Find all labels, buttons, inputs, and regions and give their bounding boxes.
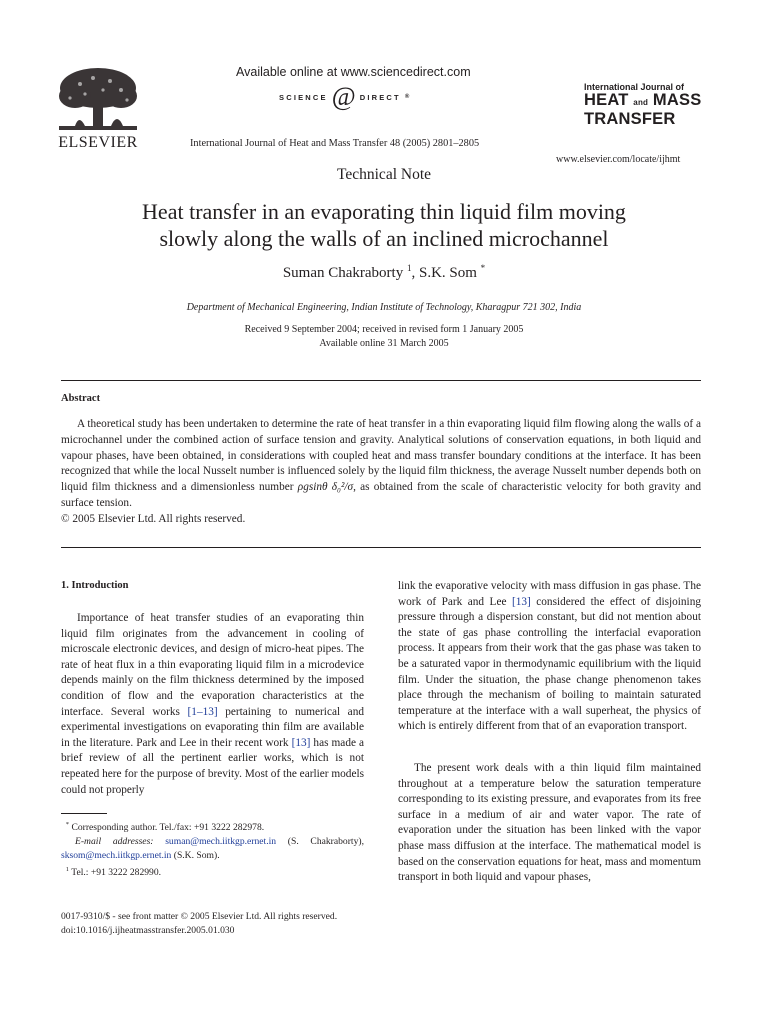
article-type: Technical Note — [336, 166, 432, 183]
citation-link-13-right[interactable]: [13] — [511, 595, 531, 608]
title-line-1: Heat transfer in an evaporating thin liquid film moving — [142, 199, 626, 224]
footnote-corresponding-text: Corresponding author. Tel./fax: +91 3222 282978. — [71, 822, 265, 834]
abstract-top-rule — [61, 380, 701, 381]
sciencedirect-logo — [279, 82, 409, 112]
journal-logo-mass: MASS — [652, 91, 702, 109]
abstract-bottom-rule — [61, 547, 701, 548]
abstract-text-2: , as obtained from the scale of characteristic velocity for both gravity and surface tension. — [61, 481, 702, 509]
sciencedirect-at-icon: @ — [331, 82, 356, 111]
journal-logo-heat: HEAT — [584, 91, 629, 109]
issn-line: 0017-9310/$ - see front matter © 2005 Elsevier Ltd. All rights reserved. — [61, 911, 338, 922]
journal-logo-line2: TRANSFER — [584, 110, 676, 128]
journal-logo — [584, 82, 701, 128]
footnote-corresponding — [61, 818, 364, 835]
doi-line[interactable]: doi:10.1016/j.ijheatmasstransfer.2005.01.030 — [61, 924, 235, 936]
abstract-body — [61, 417, 701, 528]
abstract-copyright: © 2005 Elsevier Ltd. All rights reserved. — [61, 512, 246, 525]
intro-paragraph-1 — [61, 611, 364, 798]
email-label: E-mail addresses: — [75, 835, 154, 847]
right-text-a: link the evaporative velocity with mass diffusion in gas phase. The work of Park and Lee — [398, 580, 701, 608]
available-online-text: Available online at www.sciencedirect.com — [236, 65, 471, 79]
intro-paragraph-2: The present work deals with a thin liquid film maintained throughout at a temperature below the saturation temperature corresponding to its existing pressure, and evaporates from its free surface in a medium of air and water vapor. The rate of evaporation under the situation has been linked with the vapor phase mass diffusion at the interface. The mathematical model is based on the conservation equations for heat, mass and momentum transport in both liquid and vapour phases, — [398, 762, 701, 884]
article-bottom-info — [61, 910, 337, 938]
received-dates: Received 9 September 2004; received in revised form 1 January 2005 — [244, 324, 524, 335]
footnote-tel — [61, 863, 364, 880]
sciencedirect-left-word: SCIENCE — [279, 92, 328, 102]
title-line-2: slowly along the walls of an inclined microchannel — [159, 226, 609, 251]
intro-text-c: has made a brief review of all the pertinent earlier works, which is not repeated here for the purpose of brevity. Most of the earlier models could not properly — [61, 736, 365, 796]
right-text-b: considered the effect of disjoining pressure through a dispersion constant, but did not mention about the state of gas phase controlling the interfacial evaporation process. It appears from their work that the gas phase was taken to be a saturated vapor in thermodynamic equilibrium with the liquid film. Under the situation, the phase change phenomenon takes place through the mechanism of boiling to maintain saturated temperature at the interface with a wall superheat, the physics of which is entirely different from that of an evaporation transport. — [398, 595, 701, 733]
email-link-chakraborty[interactable]: suman@mech.iitkgp.ernet.in — [165, 835, 277, 847]
citation-link-13[interactable]: [13] — [291, 736, 311, 749]
elsevier-tree-icon — [55, 66, 141, 134]
footnote-mark-1: 1 — [65, 865, 70, 873]
journal-logo-and: and — [633, 98, 649, 107]
email-mid-text: (S. Chakraborty), — [276, 835, 364, 847]
affiliation: Department of Mechanical Engineering, Indian Institute of Technology, Kharagpur 721 302, India — [186, 302, 582, 313]
elsevier-wordmark: ELSEVIER — [58, 134, 138, 151]
elsevier-logo — [55, 66, 141, 152]
registered-icon: ® — [404, 94, 410, 100]
author-2-footnote-mark[interactable]: * — [480, 263, 486, 273]
footnote-rule — [61, 813, 107, 814]
article-dates — [0, 323, 768, 351]
footnote-emails — [61, 835, 364, 863]
author-1: Suman Chakraborty — [282, 265, 404, 281]
footnotes — [61, 818, 364, 880]
authors — [0, 263, 768, 282]
available-date: Available online 31 March 2005 — [319, 338, 449, 349]
article-title — [40, 198, 728, 252]
intro-text-b: pertaining to numerical and experimental investigations on evaporating thin film are available in the literature. Park and Lee in their recent work — [61, 705, 364, 749]
footnote-tel-text: Tel.: +91 3222 282990. — [71, 866, 162, 878]
author-1-footnote-mark[interactable]: 1 — [406, 263, 412, 273]
dimensionless-number: ρgsinθ δ₀²/σ — [297, 481, 354, 494]
journal-logo-pre: International Journal of — [584, 82, 685, 92]
section-heading-introduction: 1. Introduction — [61, 580, 129, 591]
abstract-heading: Abstract — [61, 393, 101, 404]
journal-citation: International Journal of Heat and Mass Transfer 48 (2005) 2801–2805 — [190, 138, 480, 149]
author-2: S.K. Som — [418, 265, 477, 281]
email-link-som[interactable]: sksom@mech.iitkgp.ernet.in — [61, 849, 172, 861]
abstract-text-1: A theoretical study has been undertaken to determine the rate of heat transfer in a thin evaporating liquid film flowing along the walls of a microchannel under the combined action of surface tension and gravity. Analytical solutions of conservation equations, in both liquid and vapour phases, have been obtained, in considerations with coupled heat and mass transfer boundary conditions at the interface. It has been recognized that while the local Nusselt number is influenced solely by the liquid film thickness, the average Nusselt number depends both on liquid film thickness and a dimensionless number — [61, 418, 701, 494]
sciencedirect-right-word: DIRECT — [359, 92, 401, 102]
email-end-text: (S.K. Som). — [171, 849, 220, 861]
intro-paragraph-1-continued — [398, 579, 701, 735]
footnote-mark-star: * — [65, 821, 70, 828]
author-separator: , — [411, 265, 419, 281]
citation-link-1-13[interactable]: [1–13] — [187, 705, 218, 718]
intro-text-a: Importance of heat transfer studies of an evaporating thin liquid film originates from the advancement in cooling of microscale electronic devices, and design of micro-heat pipes. The rate of heat flux in a thin evaporating liquid film in a microdevice depends mainly on the film thickness determined by the imposed condition of flow and the evaporation characteristics at the interface. Several works — [61, 612, 364, 718]
journal-logo-line1 — [584, 92, 701, 111]
journal-url-link[interactable]: www.elsevier.com/locate/ijhmt — [556, 154, 681, 165]
